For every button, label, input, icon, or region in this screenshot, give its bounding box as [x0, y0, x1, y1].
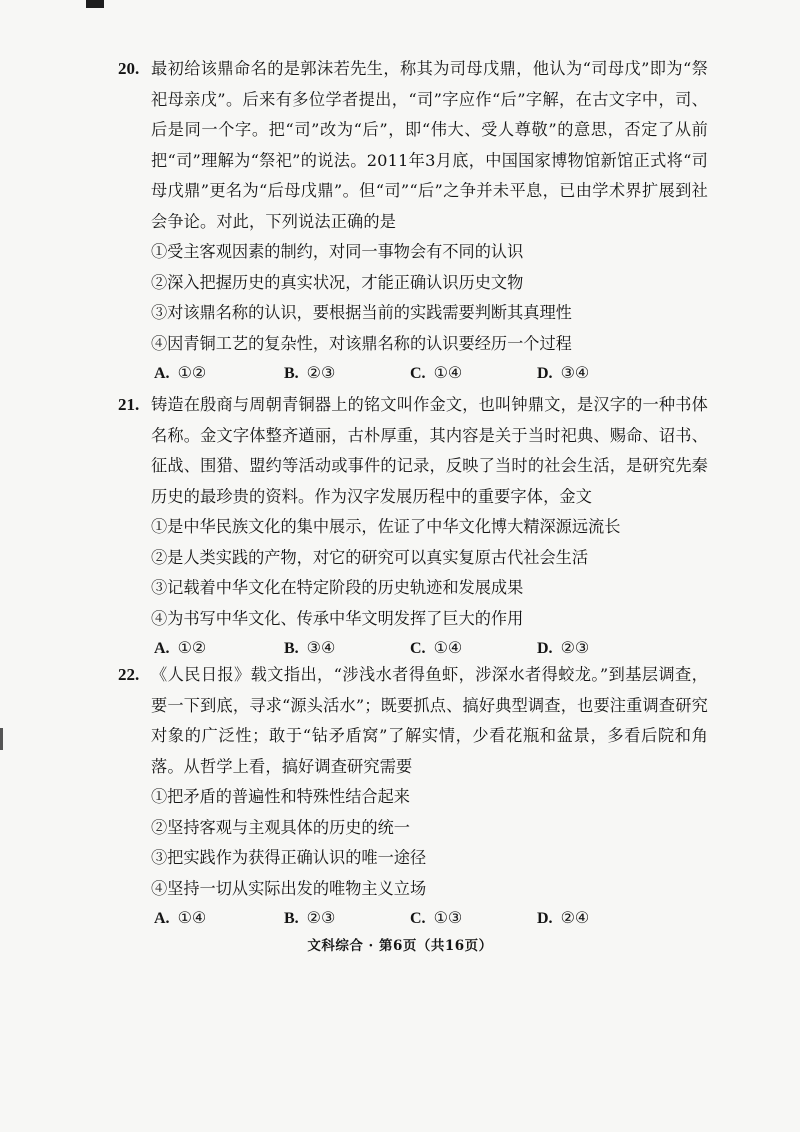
statement-2: ②深入把握历史的真实状况，才能正确认识历史文物	[151, 272, 524, 292]
option-c: C. ①④	[410, 363, 463, 383]
statement-3: ③对该鼎名称的认识，要根据当前的实践需要判断其真理性	[151, 303, 572, 323]
question-number: 22.	[118, 665, 140, 684]
option-d: D. ②③	[537, 638, 590, 658]
option-c: C. ①④	[410, 638, 463, 658]
answer-options	[154, 359, 708, 391]
question-stem: 《人民日报》载文指出，“涉浅水者得鱼虾，涉深水者得蛟龙。”到基层调查，要一下到底，寻求“源头活水”；既要抓点、搞好典型调查，也要注重调查研究对象的广泛性；敢于“钻矛盾窝”了解实情，少看花瓶和盆景，多看后院和角落。从哲学上看，搞好调查研究需要	[151, 665, 708, 776]
option-a: A. ①②	[154, 638, 207, 658]
option-d: D. ②④	[537, 908, 590, 928]
statement-3: ③把实践作为获得正确认识的唯一途径	[151, 848, 427, 868]
statement-2: ②坚持客观与主观具体的历史的统一	[151, 817, 410, 837]
answer-options	[154, 904, 708, 936]
question-number: 20.	[118, 59, 140, 78]
question-stem: 最初给该鼎命名的是郭沫若先生，称其为司母戊鼎，他认为“司母戊”即为“祭祀母亲戊”。后来有多位学者提出，“司”字应作“后”字解，在古文字中，司、后是同一个字。把“司”改为“后”，即“伟大、受人尊敬”的意思，否定了从前把“司”理解为“祭祀”的说法。2011年3月底，中国国家博物馆新馆正式将“司母戊鼎”更名为“后母戊鼎”。但“司”“后”之争并未平息，已由学术界扩展到社会争论。对此，下列说法正确的是	[151, 59, 708, 231]
statement-1: ①把矛盾的普遍性和特殊性结合起来	[151, 787, 410, 806]
option-b: B. ③④	[284, 638, 336, 658]
statement-list	[151, 237, 708, 359]
statement-4: ④因青铜工艺的复杂性，对该鼎名称的认识要经历一个过程	[151, 333, 572, 353]
question-stem: 铸造在殷商与周朝青铜器上的铭文叫作金文，也叫钟鼎文，是汉字的一种书体名称。金文字体整齐遒丽，古朴厚重，其内容是关于当时祀典、赐命、诏书、征战、围猎、盟约等活动或事件的记录，反映了当时的社会生活，是研究先秦历史的最珍贵的资料。作为汉字发展历程中的重要字体，金文	[151, 395, 708, 506]
statement-list	[151, 512, 708, 634]
option-a: A. ①④	[154, 908, 207, 928]
question-22	[118, 660, 708, 936]
page-footer: 文科综合 · 第6页（共16页）	[307, 938, 493, 954]
statement-list	[151, 782, 708, 904]
question-number: 21.	[118, 395, 140, 414]
question-20	[118, 54, 708, 391]
question-21	[118, 390, 708, 666]
option-b: B. ②③	[284, 908, 336, 928]
statement-1: ①是中华民族文化的集中展示，佐证了中华文化博大精深源远流长	[151, 517, 621, 536]
statement-1: ①受主客观因素的制约，对同一事物会有不同的认识	[151, 242, 524, 261]
statement-2: ②是人类实践的产物，对它的研究可以真实复原古代社会生活	[151, 547, 589, 567]
option-a: A. ①②	[154, 363, 207, 383]
option-b: B. ②③	[284, 363, 336, 383]
option-d: D. ③④	[537, 363, 590, 383]
statement-4: ④坚持一切从实际出发的唯物主义立场	[151, 878, 427, 898]
option-c: C. ①③	[410, 908, 463, 928]
statement-4: ④为书写中华文化、传承中华文明发挥了巨大的作用	[151, 608, 524, 628]
statement-3: ③记载着中华文化在特定阶段的历史轨迹和发展成果	[151, 578, 524, 598]
